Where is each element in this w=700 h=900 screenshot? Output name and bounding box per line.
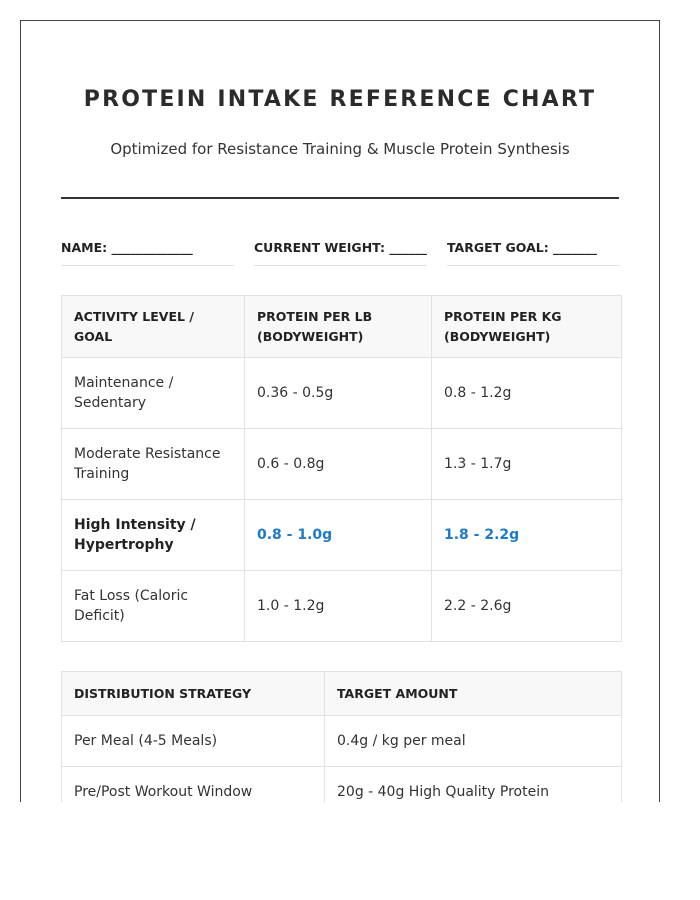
protein-intake-table: [61, 295, 622, 642]
table-row: [62, 429, 622, 500]
name-field[interactable]: NAME: _____________: [61, 240, 234, 266]
header-distribution-strategy: DISTRIBUTION STRATEGY: [62, 672, 325, 716]
per-kg-cell: 2.2 - 2.6g: [432, 571, 622, 642]
amount-cell: 0.4g / kg per meal: [325, 716, 622, 767]
table-row: [62, 716, 622, 767]
header-activity-level: ACTIVITY LEVEL / GOAL: [62, 296, 245, 358]
table-row: [62, 767, 622, 803]
per-lb-cell: 1.0 - 1.2g: [245, 571, 432, 642]
per-lb-cell: 0.36 - 0.5g: [245, 358, 432, 429]
title-divider: [61, 197, 619, 199]
reference-sheet: [20, 20, 660, 802]
activity-cell: High Intensity / Hypertrophy: [62, 500, 245, 571]
distribution-table: [61, 671, 622, 802]
header-target-amount: TARGET AMOUNT: [325, 672, 622, 716]
table-row: [62, 571, 622, 642]
header-protein-per-kg: PROTEIN PER KG (BODYWEIGHT): [432, 296, 622, 358]
amount-cell: 20g - 40g High Quality Protein: [325, 767, 622, 803]
activity-cell: Fat Loss (Caloric Deficit): [62, 571, 245, 642]
page-title: PROTEIN INTAKE REFERENCE CHART: [83, 87, 597, 112]
per-lb-cell: 0.8 - 1.0g: [245, 500, 432, 571]
page-subtitle: Optimized for Resistance Training & Muscle Protein Synthesis: [110, 140, 570, 158]
table-header-row: [62, 672, 622, 716]
per-kg-cell: 1.3 - 1.7g: [432, 429, 622, 500]
activity-cell: Maintenance / Sedentary: [62, 358, 245, 429]
current-weight-field[interactable]: CURRENT WEIGHT: ______: [254, 240, 427, 266]
per-lb-cell: 0.6 - 0.8g: [245, 429, 432, 500]
strategy-cell: Pre/Post Workout Window: [62, 767, 325, 803]
target-goal-field[interactable]: TARGET GOAL: _______: [447, 240, 620, 266]
per-kg-cell: 0.8 - 1.2g: [432, 358, 622, 429]
table-header-row: [62, 296, 622, 358]
table-row: [62, 358, 622, 429]
table-row-highlighted: [62, 500, 622, 571]
strategy-cell: Per Meal (4-5 Meals): [62, 716, 325, 767]
header-protein-per-lb: PROTEIN PER LB (BODYWEIGHT): [245, 296, 432, 358]
per-kg-cell: 1.8 - 2.2g: [432, 500, 622, 571]
activity-cell: Moderate Resistance Training: [62, 429, 245, 500]
